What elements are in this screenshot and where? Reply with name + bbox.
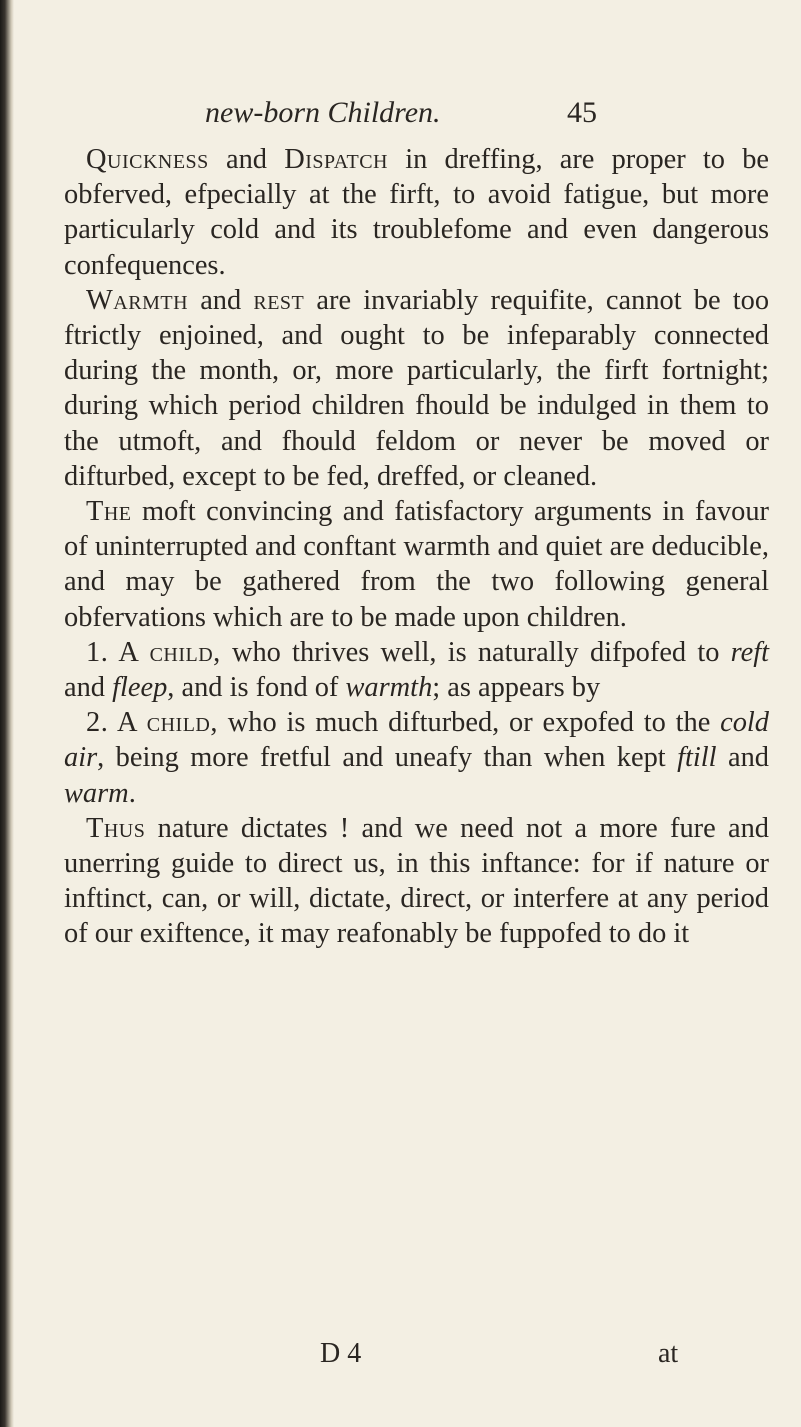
- italic-run: reft: [730, 636, 769, 668]
- paragraph-thus: [64, 811, 769, 952]
- paragraph-warmth: [64, 283, 769, 494]
- text-run: moft convincing and fatisfactory arguments in favour of uninterrupted and conftant warmth and quiet are deducible, and may be gathered from the two following general obfervations which are to be made upon children.: [64, 496, 769, 633]
- text-run: , being more fretful and uneafy than when kept: [97, 742, 678, 774]
- paragraph-lead: The: [86, 496, 132, 528]
- page-footer: [40, 1334, 785, 1374]
- running-head: new-born Children.: [205, 96, 441, 129]
- text-run: ; as appears by: [432, 672, 601, 704]
- paragraph-lead: Quickness: [86, 144, 209, 175]
- page-number: 45: [567, 96, 597, 129]
- signature-mark: D 4: [320, 1338, 362, 1369]
- text-run: and: [188, 284, 254, 316]
- italic-run: ftill: [677, 742, 717, 774]
- text-run: nature dictates ! and we need not a more fure and unerring guide to direct us, in this inftance: for if nature or inftinct, can, or will, dictate, direct, or interfere at any period of our exiftence, it may reafonably be fuppofed to do it: [64, 812, 769, 950]
- paragraph-observation-1: [64, 635, 769, 705]
- italic-run: cold air: [64, 707, 769, 774]
- small-caps-run: rest: [253, 284, 305, 316]
- text-run: in dreffing, are proper to be obferved, efpecially at the firft, to avoid fatigue, but more particularly cold and its troublefome and even dangerous confequences.: [64, 144, 769, 281]
- text-run: who is much difturbed, or expofed to the: [217, 707, 721, 739]
- page-gutter-shadow: [0, 0, 14, 1427]
- paragraph-lead: Warmth: [86, 284, 189, 316]
- text-run: who thrives well, is naturally difpofed to: [220, 636, 731, 668]
- body-text: [64, 142, 769, 952]
- paragraph-observation-2: [64, 705, 769, 811]
- italic-run: fleep: [112, 672, 168, 704]
- text-run: and: [208, 144, 285, 175]
- paragraph-lead: 2. A child,: [86, 707, 218, 739]
- paragraph-lead: 1. A child,: [86, 636, 221, 668]
- text-run: and: [64, 672, 113, 704]
- text-run: , and is fond of: [167, 672, 346, 704]
- italic-run: warmth: [345, 672, 433, 704]
- small-caps-run: Dispatch: [284, 144, 389, 175]
- text-run: .: [128, 777, 136, 809]
- page-header: [40, 93, 785, 133]
- catchword: at: [658, 1338, 679, 1369]
- text-run: are invariably requifite, cannot be too ftrictly enjoined, and ought to be infeparably connected during the month, or, more particularly, the firft fortnight; during which period children fhould be indulged in them to the utmoft, and fhould feldom or never be moved or difturbed, except to be fed, dreffed, or cleaned.: [64, 284, 770, 492]
- paragraph-quickness: [64, 142, 769, 283]
- italic-run: warm: [64, 777, 129, 809]
- paragraph-arguments: [64, 494, 769, 635]
- paragraph-lead: Thus: [86, 812, 146, 844]
- text-run: and: [716, 742, 770, 774]
